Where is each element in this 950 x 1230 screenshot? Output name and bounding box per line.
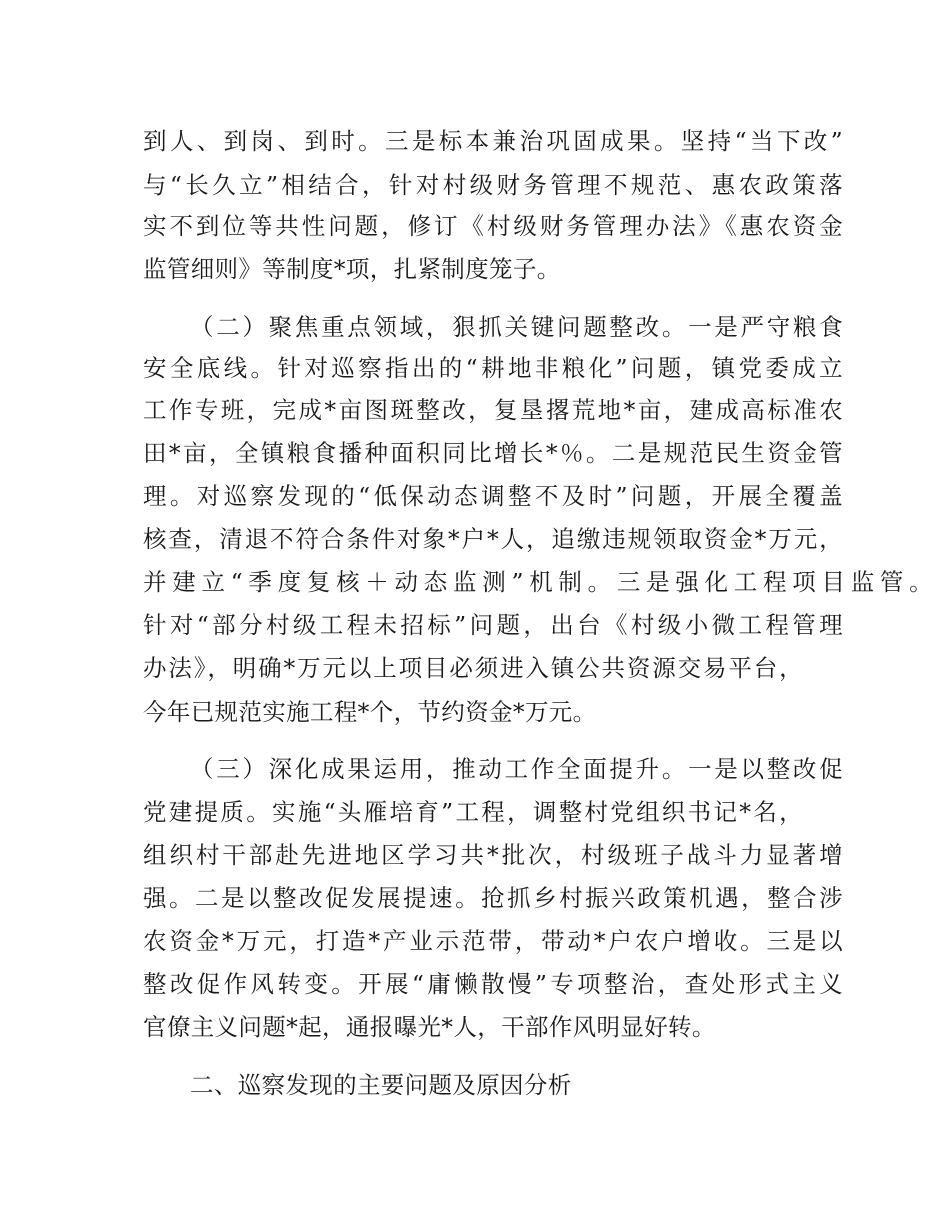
text-line: 官僚主义问题*起，通报曝光*人，干部作风明显好转。 [143,1013,716,1041]
text-line: 到人、到岗、到时。三是标本兼治巩固成果。坚持“当下改” [143,127,843,155]
text-line: 工作专班，完成*亩图斑整改，复垦撂荒地*亩，建成高标准农 [143,396,843,424]
paragraph-heading-2: （二）聚焦重点领域，狠抓关键问题整改。一是严守粮食 [190,313,843,341]
text-line: 核查，清退不符合条件对象*户*人，追缴违规领取资金*万元， [143,525,843,553]
text-line: 办法》，明确*万元以上项目必须进入镇公共资源交易平台， [143,654,803,682]
text-line: 组织村干部赴先进地区学习共*批次，村级班子战斗力显著增 [143,841,843,869]
text-line: 监管细则》等制度*项，扎紧制度笼子。 [143,255,561,283]
text-line: 理。对巡察发现的“低保动态调整不及时”问题，开展全覆盖 [143,482,843,510]
text-line: 党建提质。实施“头雁培育”工程，调整村党组织书记*名， [143,798,803,826]
text-line: 并建立“季度复核＋动态监测”机制。三是强化工程项目监管。 [143,568,933,596]
text-line: 实不到位等共性问题，修订《村级财务管理办法》《惠农资金 [143,212,843,240]
text-line: 安全底线。针对巡察指出的“耕地非粮化”问题，镇党委成立 [143,354,843,382]
text-line: 整改促作风转变。开展“庸懒散慢”专项整治，查处形式主义 [143,970,843,998]
text-line: 农资金*万元，打造*产业示范带，带动*户农户增收。三是以 [143,927,843,955]
text-line: 针对“部分村级工程未招标”问题，出台《村级小微工程管理 [143,611,843,639]
section-heading: 二、巡察发现的主要问题及原因分析 [190,1071,572,1099]
text-line: 强。二是以整改促发展提速。抢抓乡村振兴政策机遇，整合涉 [143,884,843,912]
paragraph-heading-3: （三）深化成果运用，推动工作全面提升。一是以整改促 [190,755,843,783]
text-line: 田*亩，全镇粮食播种面积同比增长*％。二是规范民生资金管 [143,439,843,467]
text-line: 与“长久立”相结合，针对村级财务管理不规范、惠农政策落 [143,171,843,199]
text-line: 今年已规范实施工程*个，节约资金*万元。 [143,698,597,726]
